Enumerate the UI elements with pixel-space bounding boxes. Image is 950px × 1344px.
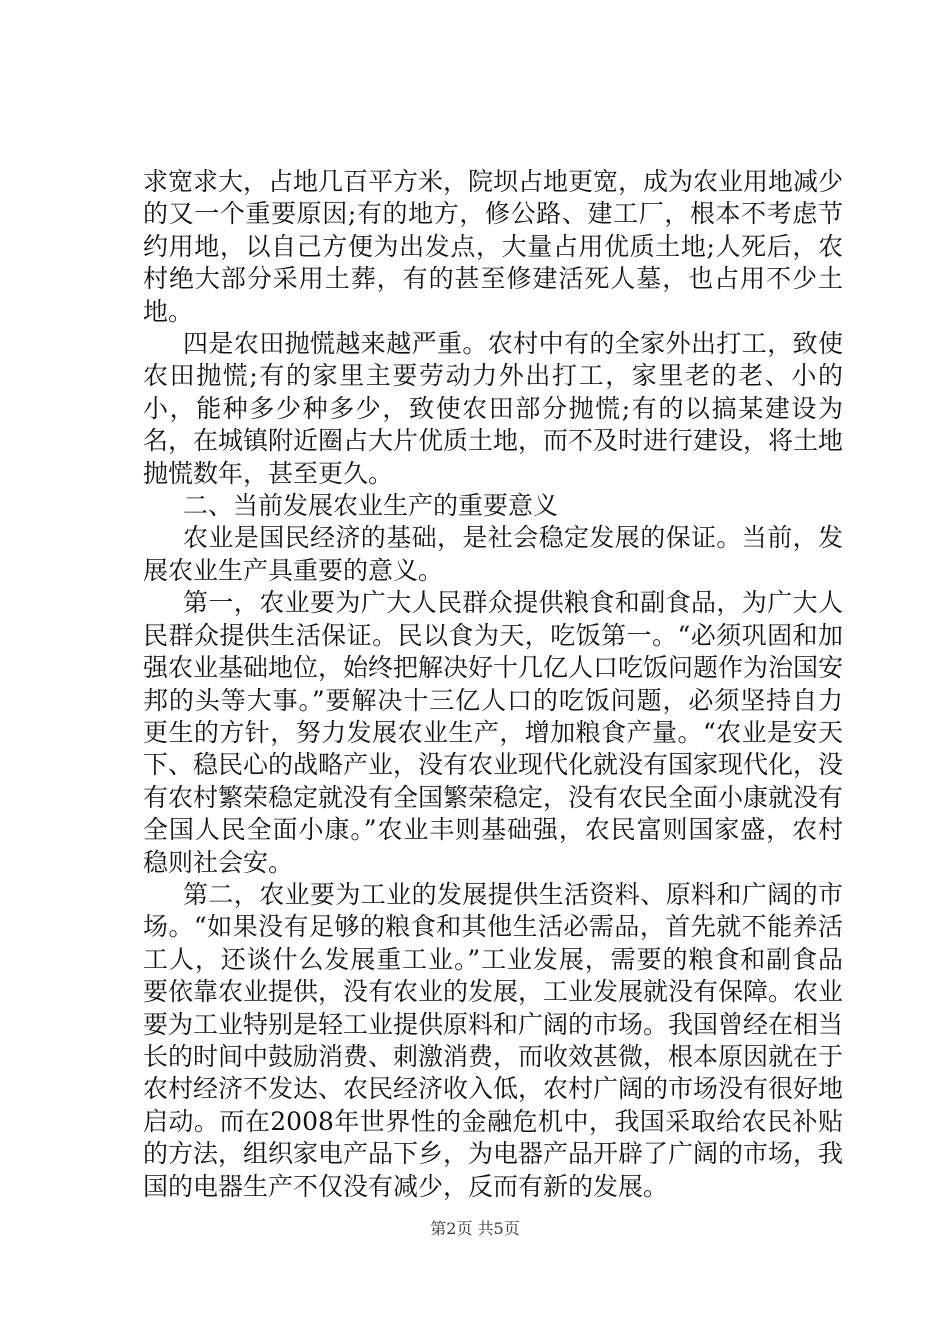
paragraph-continuation: 求宽求大，占地几百平方米，院坝占地更宽，成为农业用地减少的又一个重要原因;有的地方，修公路、建工厂，根本不考虑节约用地，以自己方便为出发点，大量占用优质土地;人死后，农村绝大部分采用土葬，有的甚至修建活死人墓，也占用不少土地。 <box>143 167 844 326</box>
section-heading: 二、当前发展农业生产的重要意义 <box>183 491 559 521</box>
document-body <box>143 166 843 1203</box>
paragraph-intro: 农业是国民经济的基础，是社会稳定发展的保证。当前，发展农业生产具重要的意义。 <box>143 523 843 585</box>
paragraph-first: 第一，农业要为广大人民群众提供粮食和副食品，为广大人民群众提供生活保证。民以食为天，吃饭第一。“必须巩固和加强农业基础地位，始终把解决好十几亿人口吃饭问题作为治国安邦的头等大事。”要解决十三亿人口的吃饭问题，必须坚持自力更生的方针，努力发展农业生产，增加粮食产量。“农业是安天下、稳民心的战略产业，没有农业现代化就没有国家现代化，没有农村繁荣稳定就没有全国繁荣稳定，没有农民全面小康就没有全国人民全面小康。”农业丰则基础强，农民富则国家盛，农村稳则社会安。 <box>143 588 844 877</box>
page-footer: 第2页 共5页 <box>430 1219 520 1238</box>
paragraph-second: 第二，农业要为工业的发展提供生活资料、原料和广阔的市场。“如果没有足够的粮食和其他生活必需品，首先就不能养活工人，还谈什么发展重工业。”工业发展，需要的粮食和副食品要依靠农业提供，没有农业的发展，工业发展就没有保障。农业要为工业特别是轻工业提供原料和广阔的市场。我国曾经在相当长的时间中鼓励消费、刺激消费，而收效甚微，根本原因就在于农村经济不发达、农民经济收入低，农村广阔的市场没有很好地启动。而在2008年世界性的金融危机中，我国采取给农民补贴的方法，组织家电产品下乡，为电器产品开辟了广阔的市场，我国的电器生产不仅没有减少，反而有新的发展。 <box>143 879 844 1201</box>
paragraph-point-four: 四是农田抛慌越来越严重。农村中有的全家外出打工，致使农田抛慌;有的家里主要劳动力外出打工，家里老的老、小的小，能种多少种多少，致使农田部分抛慌;有的以搞某建设为名，在城镇附近圈占大片优质土地，而不及时进行建设，将土地抛慌数年，甚至更久。 <box>143 329 844 488</box>
